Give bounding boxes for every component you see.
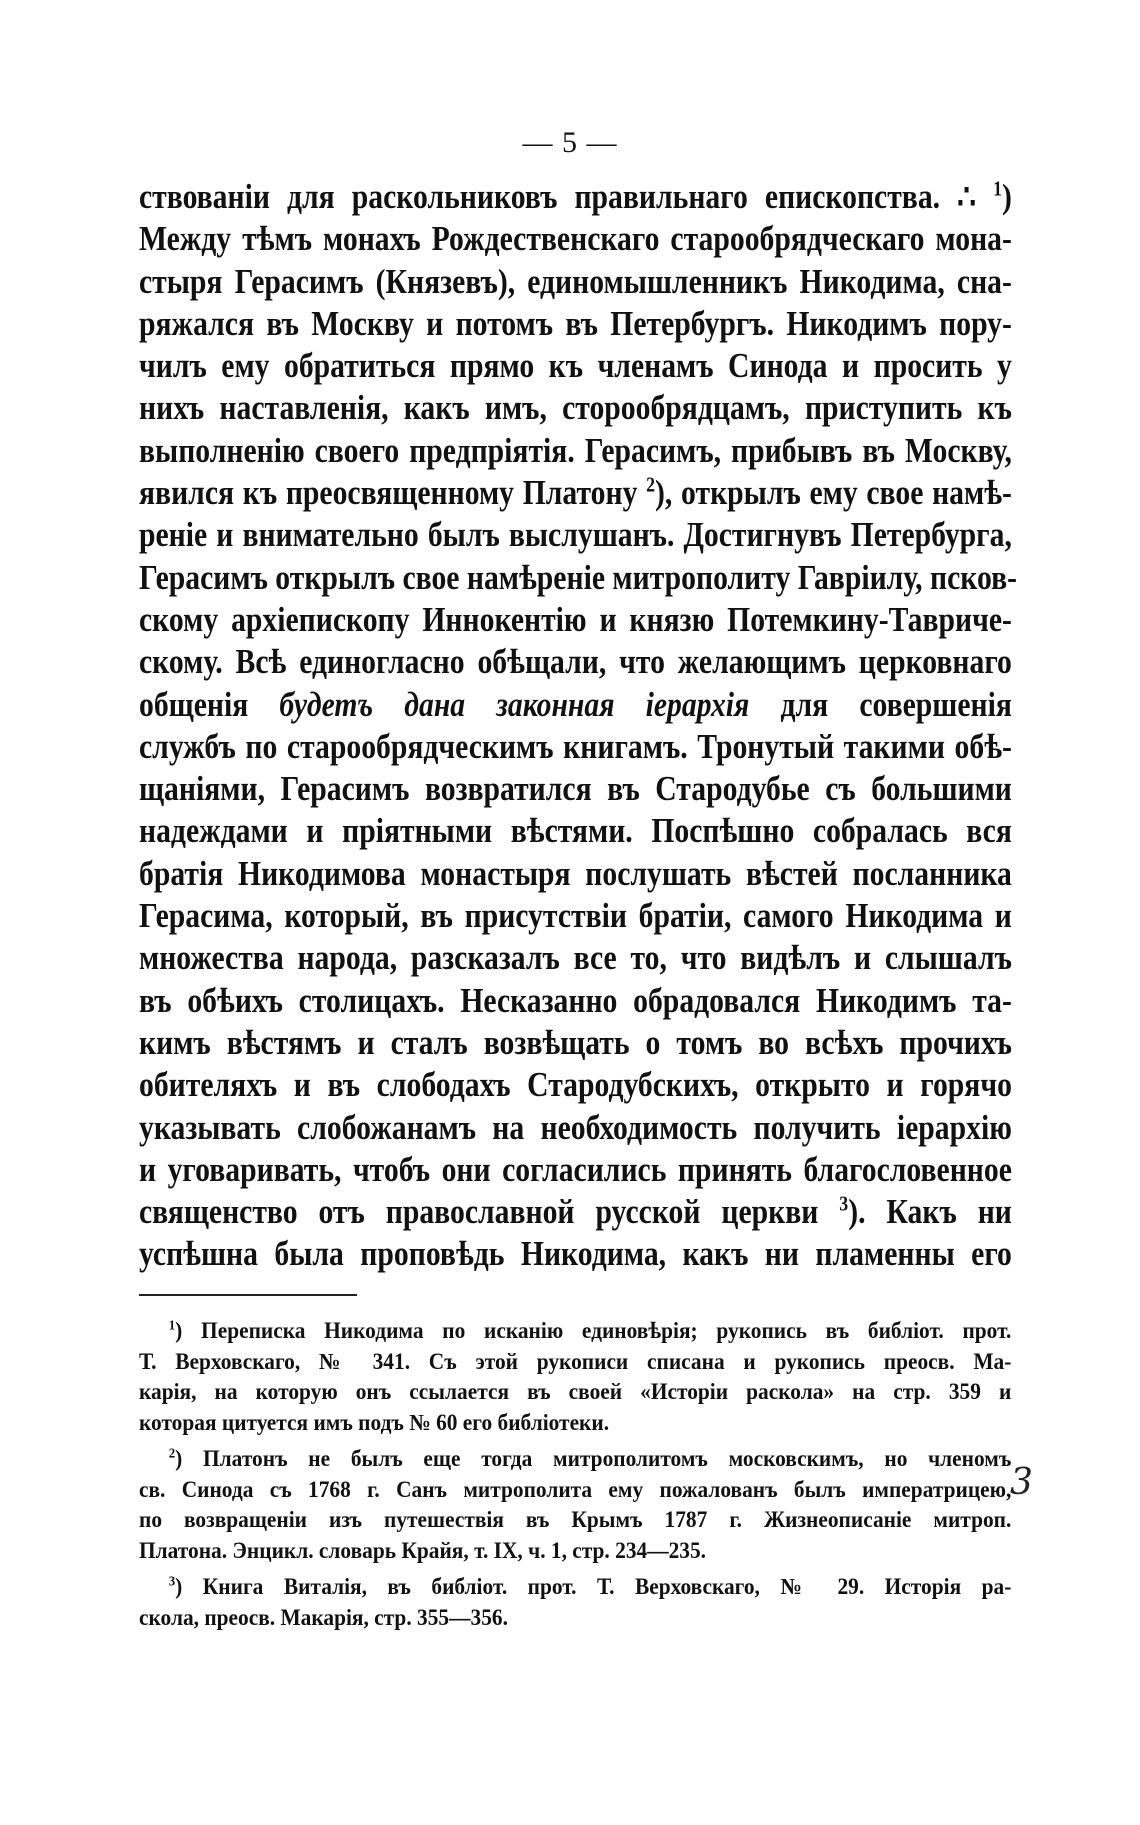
main-text — [139, 176, 1017, 1276]
footnote-line: $^1$) Переписка Никодима по исканію единовѣрія; рукопись въ библіот. прот. — [168, 1317, 1012, 1343]
footnote-2 — [139, 1444, 1011, 1566]
text-line: надеждами и пріятными вѣстями. Поспѣшно собралась вся — [139, 812, 1012, 851]
footnote-line: карія, на которую онъ ссылается въ своей «Исторіи раскола» на стр. 359 и — [139, 1379, 1012, 1404]
text-line: кимъ вѣстямъ и сталъ возвѣщать о томъ во всѣхъ прочихъ — [139, 1023, 1012, 1062]
footnote-marker: 1 — [168, 1317, 176, 1333]
page-number: — 5 — — [522, 126, 618, 159]
text-line: успѣшна была проповѣдь Никодима, какъ ни пламенны его — [139, 1235, 1012, 1274]
text-line: священство отъ православной русской церкви $^3$). Какъ ни — [139, 1193, 1012, 1232]
text-line: выполненію своего предпріятія. Герасимъ, прибывъ въ Москву, — [139, 431, 1012, 470]
footnotes — [139, 1316, 1011, 1639]
text-line: братія Никодимова монастыря послушать вѣстей посланника — [139, 854, 1012, 893]
footnote-line: Платона. Энцикл. словарь Крайя, т. IX, ч. 1, стр. 234—235. — [139, 1537, 707, 1563]
text-line: указывать слобожанамъ на необходимость получить іерархію — [139, 1108, 1012, 1147]
footnote-line: скола, преосв. Макарія, стр. 355—356. — [139, 1604, 508, 1630]
text-line: явился къ преосвященному Платону $^2$), открылъ ему свое намѣ- — [139, 474, 1012, 513]
footnote-3 — [139, 1572, 1011, 1633]
footnote-line: св. Синода съ 1768 г. Санъ митрополита ему пожалованъ былъ императрицею, — [139, 1476, 1012, 1502]
text-line: нихъ наставленія, какъ имъ, сторообрядцамъ, приступить къ — [139, 389, 1012, 428]
text-line: обителяхъ и въ слободахъ Стародубскихъ, открыто и горячо — [139, 1066, 1012, 1105]
text-line: Герасимъ открылъ свое намѣреніе митрополиту Гавріилу, псков- — [139, 558, 1017, 597]
handwritten-margin-mark: 3 — [1010, 1462, 1033, 1503]
emphasized-phrase: будетъ дана законная іерархія — [279, 685, 750, 724]
text-line: реніе и внимательно былъ выслушанъ. Достигнувъ Петербурга, — [139, 516, 1012, 555]
footnote-marker: 2 — [168, 1445, 176, 1461]
text-line: Герасима, который, въ присутствіи братіи, самого Никодима и — [139, 897, 1012, 936]
text-line: ряжался въ Москву и потомъ въ Петербургъ. Никодимъ пору- — [139, 304, 1012, 343]
footnote-line: которая цитуется имъ подъ № 60 его библіотеки. — [139, 1409, 610, 1435]
text-line: общенія будетъ дана законная іерархія для совершенія — [139, 685, 1012, 724]
text-line: въ обѣихъ столицахъ. Несказанно обрадовался Никодимъ та- — [139, 981, 1012, 1020]
text-line: службъ по старообрядческимъ книгамъ. Тронутый такими обѣ- — [139, 727, 1012, 766]
footnote-divider — [139, 1294, 357, 1296]
footnote-line: $^2$) Платонъ не былъ еще тогда митрополитомъ московскимъ, но членомъ — [168, 1445, 1012, 1471]
text-line: скому архіепископу Иннокентію и князю Потемкину-Тавриче- — [139, 600, 1012, 639]
footnote-line: $^3$) Книга Виталія, въ библіот. прот. Т. Верховскаго, № 29. Исторія ра- — [168, 1573, 1012, 1599]
text-line: и уговаривать, чтобъ они согласились принять благословенное — [139, 1150, 1012, 1189]
footnote-line: Т. Верховскаго, № 341. Съ этой рукописи списана и рукопись преосв. Ма- — [139, 1348, 1012, 1374]
text-line: щаніями, Герасимъ возвратился въ Стародубье съ большими — [139, 770, 1012, 809]
footnote-ref: 2 — [646, 474, 656, 497]
footnote-1 — [139, 1316, 1011, 1438]
footnote-ref: 1 — [993, 178, 1003, 201]
text-line: Между тѣмъ монахъ Рождественскаго старообрядческаго мона- — [139, 220, 1012, 259]
text-line: стыря Герасимъ (Князевъ), единомышленникъ Никодима, сна- — [139, 262, 1012, 301]
text-line: ствованіи для раскольниковъ правильнаго епископства. ∴ $^1$) — [139, 178, 1012, 216]
footnote-ref: 3 — [839, 1193, 849, 1216]
footnote-marker: 3 — [168, 1573, 176, 1589]
text-line: чилъ ему обратиться прямо къ членамъ Синода и просить у — [139, 347, 1012, 386]
footnote-line: по возвращеніи изъ путешествія въ Крымъ 1787 г. Жизнеописаніе митроп. — [139, 1507, 1012, 1532]
text-line: множества народа, разсказалъ все то, что видѣлъ и слышалъ — [139, 939, 1012, 978]
text-line: скому. Всѣ единогласно обѣщали, что желающимъ церковнаго — [139, 643, 1012, 682]
